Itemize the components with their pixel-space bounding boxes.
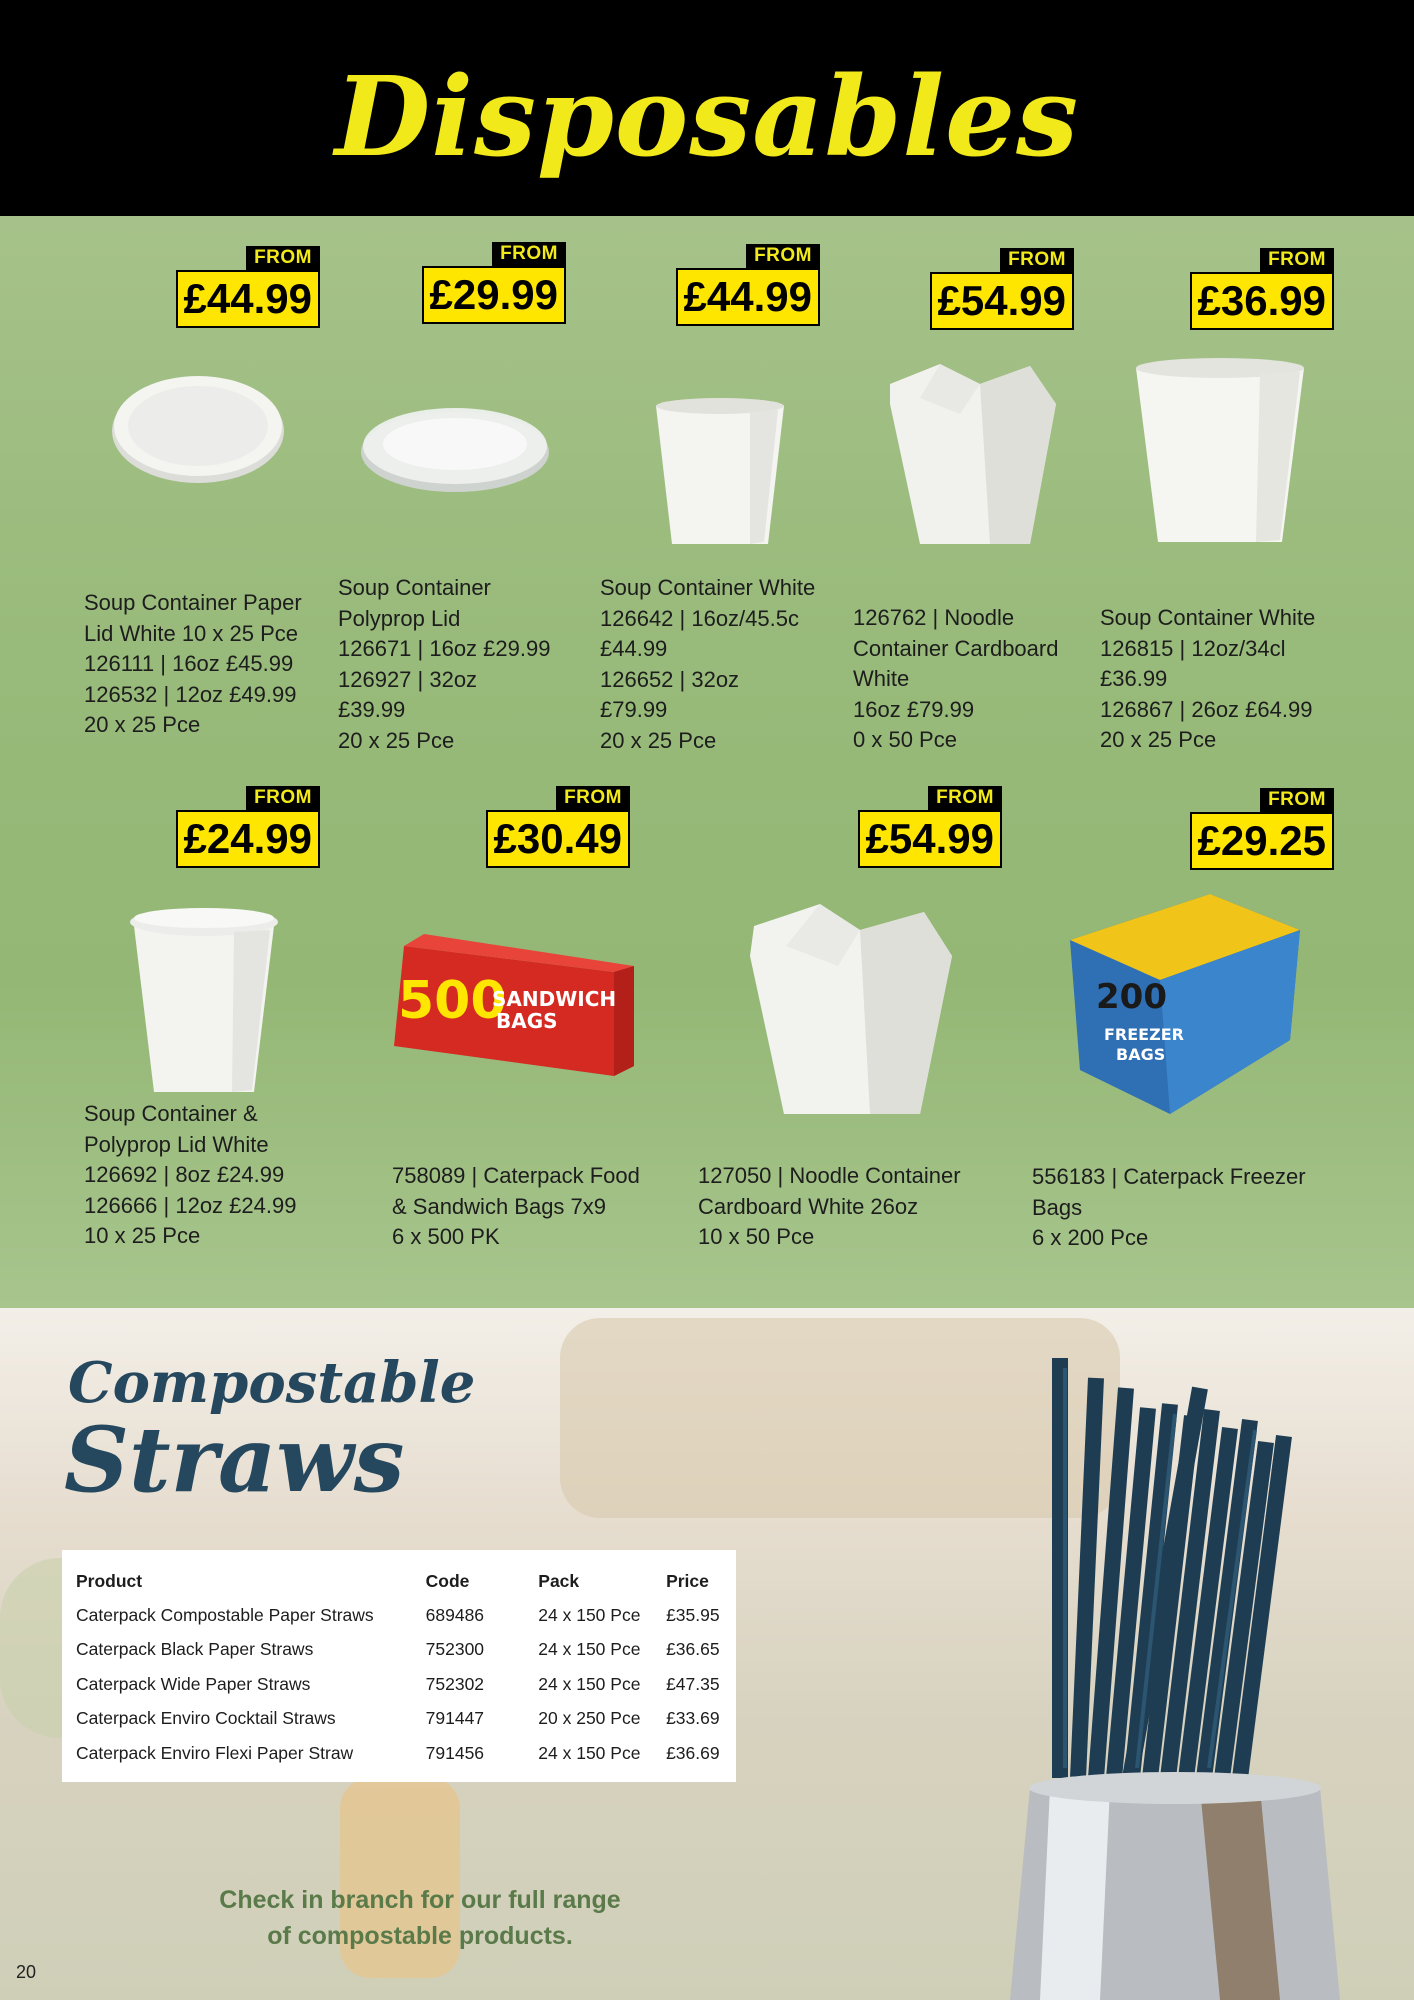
large-white-cup-image xyxy=(1130,348,1310,548)
table-cell: 20 x 250 Pce xyxy=(538,1708,641,1729)
table-cell: £47.35 xyxy=(666,1673,720,1694)
box-label-text: BAGS xyxy=(1116,1045,1166,1064)
from-label: FROM xyxy=(928,786,1002,810)
box-count-text: 200 xyxy=(1096,977,1167,1017)
page-number: 20 xyxy=(16,1962,37,1982)
price: £44.99 xyxy=(676,268,820,326)
table-cell: 689486 xyxy=(425,1604,485,1625)
from-label: FROM xyxy=(1260,248,1334,272)
product-description: Soup Container & Polyprop Lid White 126692 | 8oz £24.99 126666 | 12oz £24.99 10 x 25 Pce xyxy=(84,1101,297,1248)
table-row xyxy=(76,1667,736,1702)
table-cell: 24 x 150 Pce xyxy=(538,1673,641,1694)
sandwich-bags-box-image xyxy=(384,926,644,1096)
cup-with-lid-image xyxy=(124,898,284,1098)
table-cell: Caterpack Enviro Flexi Paper Straw xyxy=(76,1742,354,1763)
price-badge xyxy=(176,786,320,868)
column-header: Product xyxy=(76,1570,143,1591)
table-row xyxy=(76,1598,736,1633)
from-label: FROM xyxy=(556,786,630,810)
page-header xyxy=(0,0,1414,216)
from-label: FROM xyxy=(246,786,320,810)
table-cell: 752300 xyxy=(425,1639,485,1660)
white-soup-cup-image xyxy=(650,392,790,552)
price: £36.99 xyxy=(1190,272,1334,330)
column-header: Pack xyxy=(538,1570,580,1591)
table-row xyxy=(76,1702,736,1737)
from-label: FROM xyxy=(1260,788,1334,812)
table-row xyxy=(76,1633,736,1668)
table-cell: Caterpack Wide Paper Straws xyxy=(76,1673,311,1694)
noodle-box-large-image xyxy=(740,896,956,1122)
price-badge xyxy=(930,248,1074,330)
price: £24.99 xyxy=(176,810,320,868)
from-label: FROM xyxy=(1000,248,1074,272)
table-cell: £33.69 xyxy=(666,1708,720,1729)
table-cell: £36.69 xyxy=(666,1742,720,1763)
product-description: Soup Container Paper Lid White 10 x 25 Pce 126111 | 16oz £45.99 126532 | 12oz £49.99 20 x 25 Pce xyxy=(84,590,302,737)
table-cell: 791447 xyxy=(425,1708,485,1729)
table-cell: 24 x 150 Pce xyxy=(538,1742,641,1763)
polyprop-lid-image xyxy=(358,396,552,496)
price-badge xyxy=(486,786,630,868)
box-count-text: 500 xyxy=(398,971,507,1031)
straws-title-line1: Compostable xyxy=(68,1350,476,1416)
freezer-bags-box-image xyxy=(1060,890,1306,1120)
product-description: 126762 | Noodle Container Cardboard White 16oz £79.99 0 x 50 Pce xyxy=(853,605,1059,752)
table-cell: 24 x 150 Pce xyxy=(538,1639,641,1660)
table-cell: 791456 xyxy=(425,1742,485,1763)
price-badge xyxy=(1190,248,1334,330)
straws-title-line2: Straws xyxy=(64,1407,405,1513)
box-label-text: SANDWICH xyxy=(492,987,617,1011)
price-badge xyxy=(422,242,566,324)
box-label-text: BAGS xyxy=(496,1009,558,1033)
compostable-straws-section xyxy=(0,1308,1414,2000)
price: £29.25 xyxy=(1190,812,1334,870)
table-row xyxy=(76,1736,736,1771)
price-badge xyxy=(176,246,320,328)
price-badge xyxy=(858,786,1002,868)
from-label: FROM xyxy=(246,246,320,270)
product-description: 127050 | Noodle Container Cardboard White 26oz 10 x 50 Pce xyxy=(698,1163,961,1249)
page-title: Disposables xyxy=(334,52,1080,181)
price: £54.99 xyxy=(930,272,1074,330)
price: £54.99 xyxy=(858,810,1002,868)
table-cell: £35.95 xyxy=(666,1604,720,1625)
box-label-text: FREEZER xyxy=(1104,1025,1184,1044)
table-cell: 24 x 150 Pce xyxy=(538,1604,641,1625)
paper-lid-image xyxy=(108,366,288,486)
from-label: FROM xyxy=(746,244,820,268)
table-cell: £36.65 xyxy=(666,1639,720,1660)
product-description: Soup Container White 126815 | 12oz/34cl £36.99 126867 | 26oz £64.99 20 x 25 Pce xyxy=(1100,605,1316,752)
table-cell: Caterpack Black Paper Straws xyxy=(76,1639,314,1660)
straws-price-table xyxy=(62,1550,736,1782)
straws-table xyxy=(76,1564,736,1771)
column-header: Price xyxy=(666,1570,709,1591)
price-badge xyxy=(676,244,820,326)
straws-in-holder-image xyxy=(900,1348,1360,2000)
price: £29.99 xyxy=(422,266,566,324)
table-header-row xyxy=(76,1564,736,1598)
price: £30.49 xyxy=(486,810,630,868)
noodle-box-image xyxy=(880,354,1060,554)
price-badge xyxy=(1190,788,1334,870)
products-section xyxy=(0,216,1414,1308)
table-cell: 752302 xyxy=(425,1673,485,1694)
from-label: FROM xyxy=(492,242,566,266)
product-description: Soup Container Polyprop Lid 126671 | 16oz £29.99 126927 | 32oz £39.99 20 x 25 Pce xyxy=(338,575,551,753)
column-header: Code xyxy=(425,1570,470,1591)
product-description: Soup Container White 126642 | 16oz/45.5c £44.99 126652 | 32oz £79.99 20 x 25 Pce xyxy=(600,575,816,753)
table-cell: Caterpack Enviro Cocktail Straws xyxy=(76,1708,336,1729)
branch-note: Check in branch for our full range of compostable products. xyxy=(219,1886,621,1950)
price: £44.99 xyxy=(176,270,320,328)
table-cell: Caterpack Compostable Paper Straws xyxy=(76,1604,374,1625)
product-description: 556183 | Caterpack Freezer Bags 6 x 200 Pce xyxy=(1032,1164,1306,1250)
product-description: 758089 | Caterpack Food & Sandwich Bags 7x9 6 x 500 PK xyxy=(392,1163,640,1249)
